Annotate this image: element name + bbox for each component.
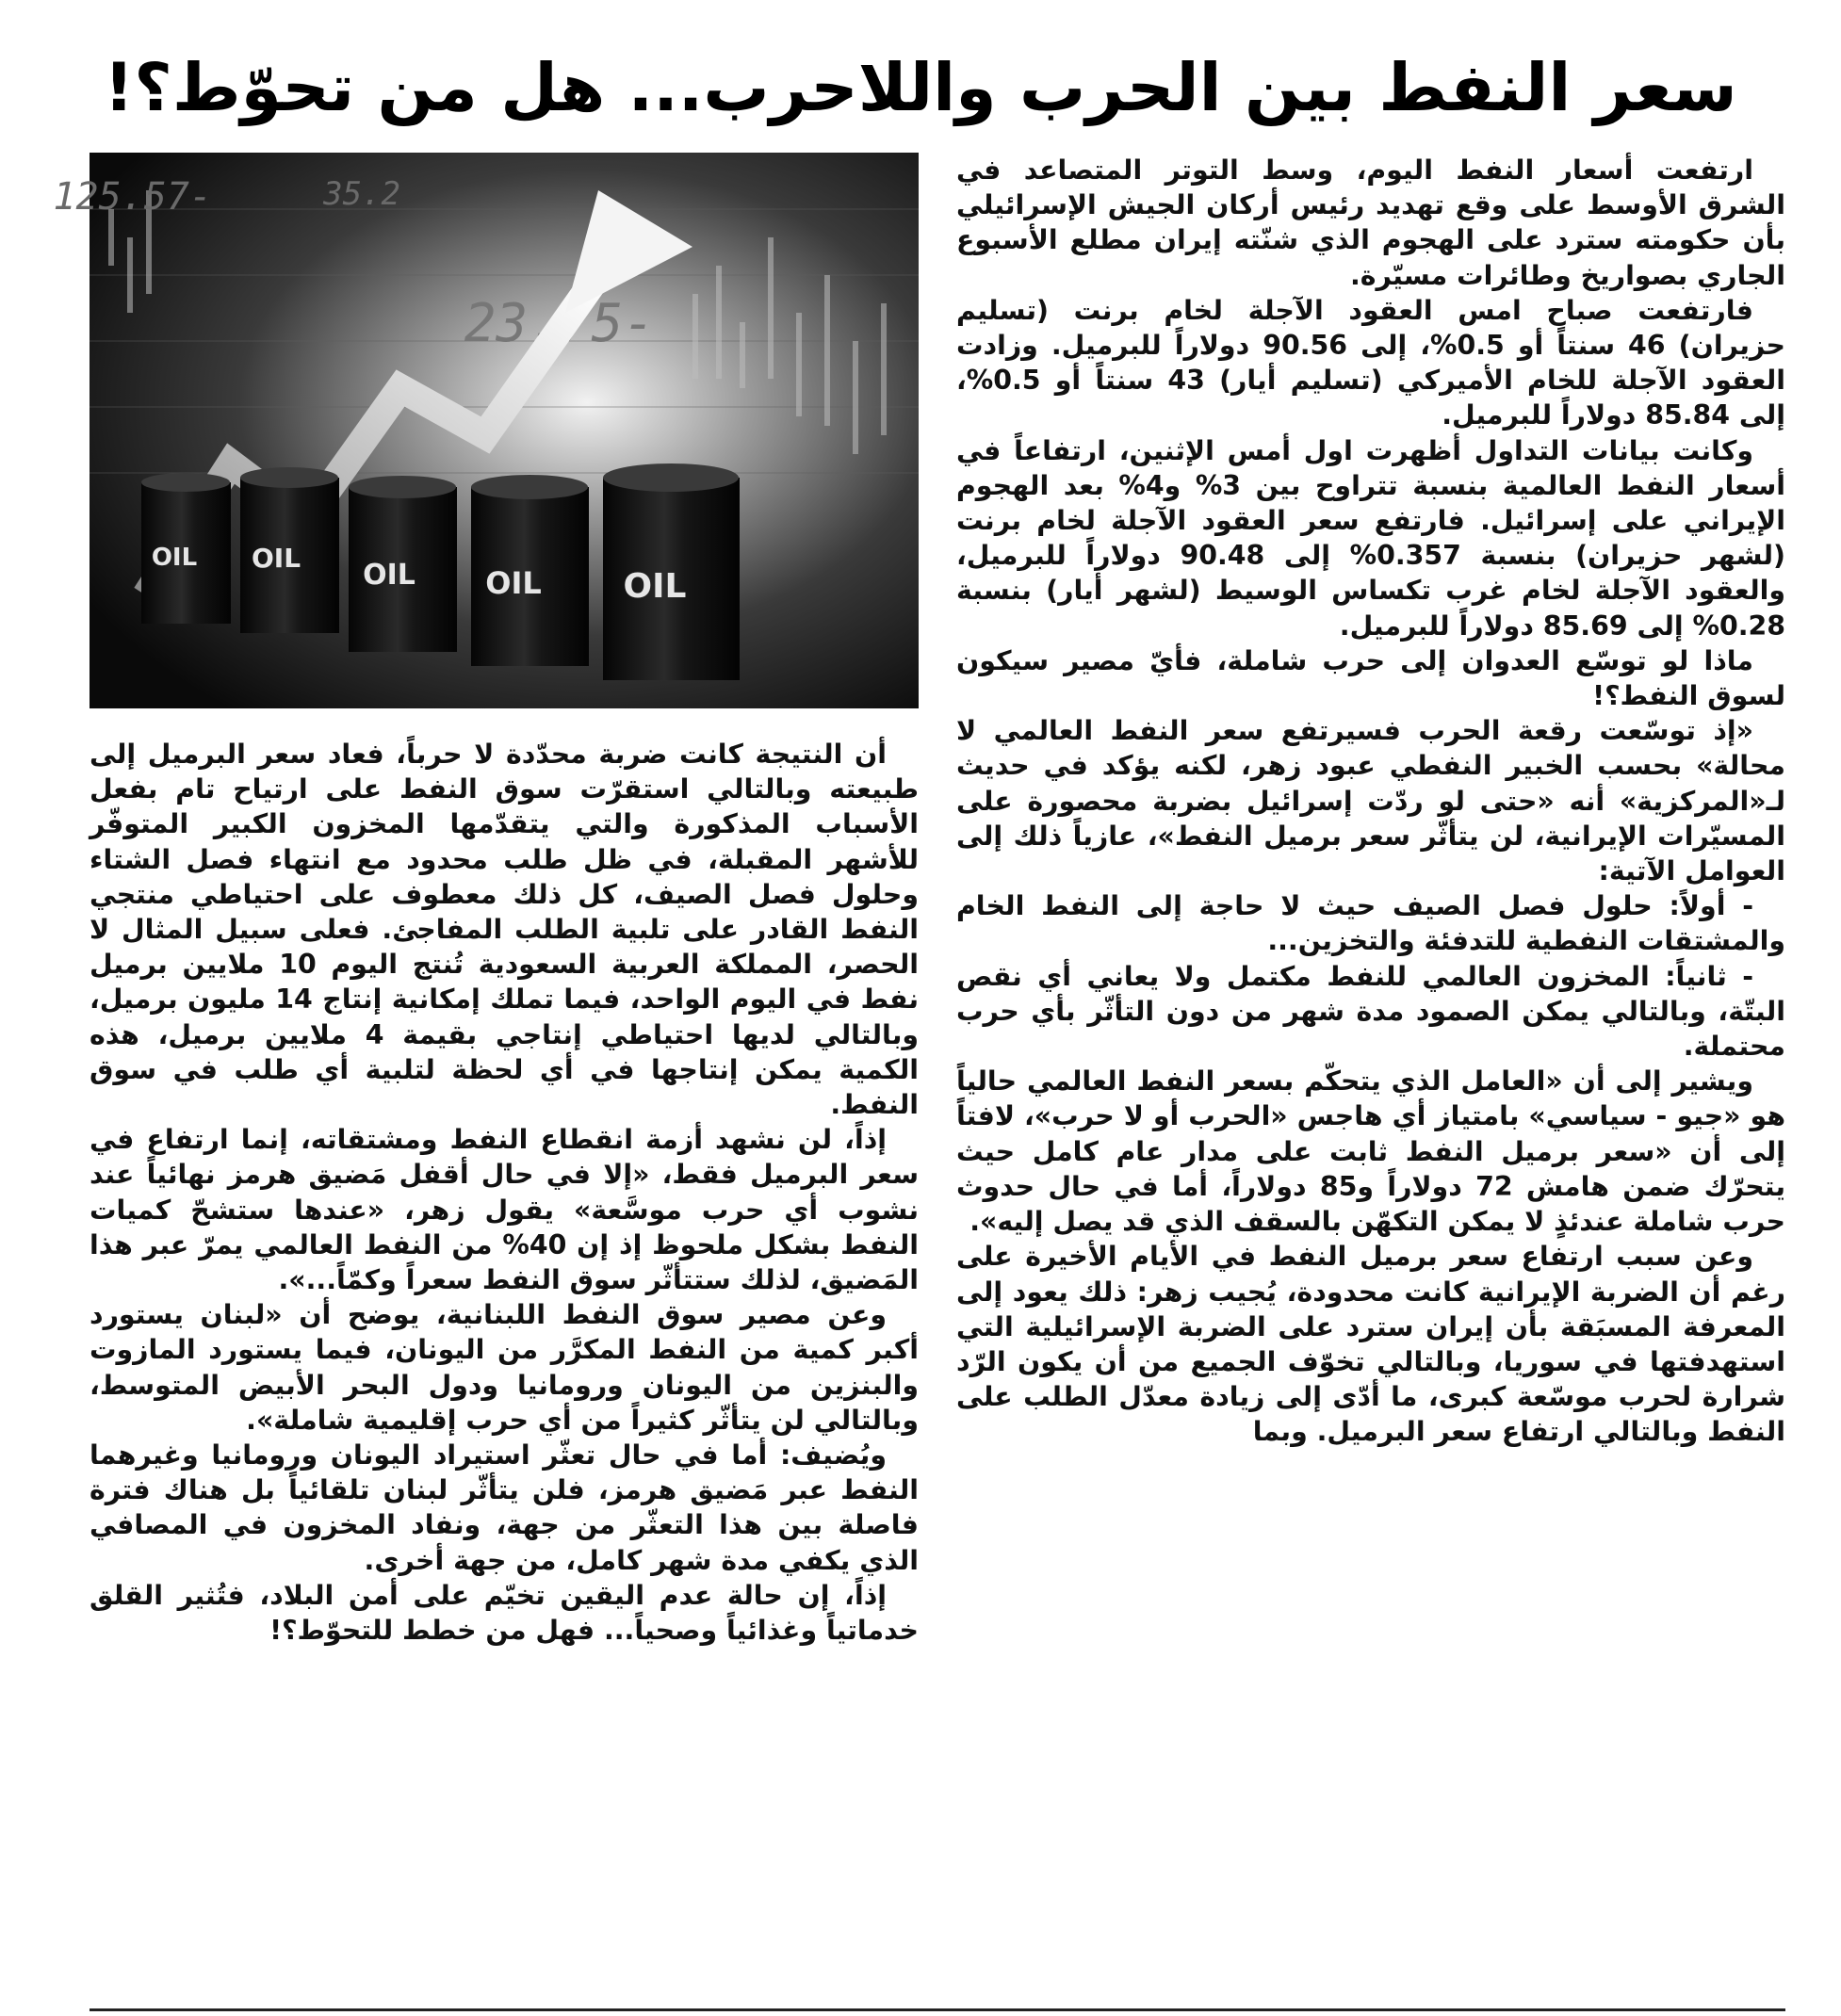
barrel-label: OIL bbox=[151, 544, 198, 572]
article-paragraph: ارتفعت أسعار النفط اليوم، وسط التوتر المتصاعد في الشرق الأوسط على وقع تهديد رئيس أركان الجيش الإسرائيلي بأن حكومته سترد على الهجوم الذي شنّته إيران مطلع الأسبوع الجاري بصواريخ وطائرات مسيّرة. bbox=[956, 154, 1785, 291]
oil-barrels-photo bbox=[53, 153, 919, 708]
ticker-value-2: 35.2 bbox=[323, 175, 400, 213]
article-paragraph: - ثانياً: المخزون العالمي للنفط مكتمل ولا يعاني أي نقص البتّة، وبالتالي يمكن الصمود مدة شهر من دون التأثّر بأي حرب محتملة. bbox=[956, 960, 1785, 1063]
article-paragraph: ويشير إلى أن «العامل الذي يتحكّم بسعر النفط العالمي حالياً هو «جيو - سياسي» بامتياز أي هاجس «الحرب أو لا حرب»، لافتاً إلى أن «سعر برميل النفط ثابت على مدار عام كامل حيث يتحرّك ضمن هامش 72 دولاراً و85 دولاراً، أما في حال حدوث حرب شاملة عندئذٍ لا يمكن التكهّن بالسقف الذي قد يصل إليه». bbox=[956, 1065, 1785, 1238]
article-paragraph: إذاً، إن حالة عدم اليقين تخيّم على أمن البلاد، فتُثير القلق خدماتياً وغذائياً وصحياً... فهل من خطط للتحوّط؟! bbox=[90, 1579, 919, 1647]
bottom-rule bbox=[90, 2008, 1785, 2011]
oil-barrel bbox=[603, 463, 740, 680]
barrel-label: OIL bbox=[251, 543, 301, 574]
photo-illustration bbox=[53, 153, 919, 708]
article-paragraph: وعن مصير سوق النفط اللبنانية، يوضح أن «لبنان يستورد أكبر كمية من النفط المكرَّر من اليونان، فيما يستورد المازوت والبنزين من اليونان ورومانيا ودول البحر الأبيض المتوسط، وبالتالي لن يتأثّر كثيراً من أي حرب إقليمية شاملة». bbox=[90, 1299, 919, 1436]
oil-barrel bbox=[240, 467, 339, 633]
ticker-value-1: -125.57 bbox=[53, 175, 212, 219]
oil-barrel bbox=[141, 473, 231, 624]
article-paragraph: ويُضيف: أما في حال تعثّر استيراد اليونان ورومانيا وغيرهما النفط عبر مَضيق هرمز، فلن يتأثّر لبنان تلقائياً بل هناك فترة فاصلة بين هذا التعثّر من جهة، ونفاد المخزون في المصافي الذي يكفي مدة شهر كامل، من جهة أخرى. bbox=[90, 1439, 919, 1576]
oil-barrel bbox=[471, 475, 589, 666]
article-paragraph: وعن سبب ارتفاع سعر برميل النفط في الأيام الأخيرة على رغم أن الضربة الإيرانية كانت محدودة، يُجيب زهر: ذلك يعود إلى المعرفة المسبَقة بأن إيران سترد على الضربة الإسرائيلية التي استهدفتها في سوريا، وبالتالي تخوّف الجميع من أن يكون الرّد شرارة لحرب موسّعة كبرى، ما أدّى إلى زيادة معدّل الطلب على النفط وبالتالي ارتفاع سعر البرميل. وبما bbox=[956, 1241, 1785, 1448]
article-paragraph: فارتفعت صباح امس العقود الآجلة لخام برنت (تسليم حزيران) 46 سنتاً أو 0.5%، إلى 90.56 دولاراً للبرميل. وزادت العقود الآجلة للخام الأميركي (تسليم أيار) 43 سنتاً أو 0.5%، إلى 85.84 دولاراً للبرميل. bbox=[956, 294, 1785, 431]
article-column-right bbox=[956, 153, 1785, 1999]
barrel-label: OIL bbox=[485, 565, 542, 601]
article-column-left bbox=[90, 737, 919, 1999]
ticker-value-3: -23.75 bbox=[464, 293, 655, 354]
article-paragraph: وكانت بيانات التداول أظهرت اول أمس الإثنين، ارتفاعاً في أسعار النفط العالمية بنسبة تتراوح بين 3% و4% بعد الهجوم الإيراني على إسرائيل. فارتفع سعر العقود الآجلة لخام برنت (لشهر حزيران) بنسبة 0.357% إلى 90.48 دولاراً للبرميل، والعقود الآجلة لخام غرب تكساس الوسيط (لشهر أيار) بنسبة 0.28% إلى 85.69 دولاراً للبرميل. bbox=[956, 434, 1785, 642]
barrel-label: OIL bbox=[623, 567, 687, 606]
article-paragraph: ماذا لو توسّع العدوان إلى حرب شاملة، فأيّ مصير سيكون لسوق النفط؟! bbox=[956, 644, 1785, 712]
oil-barrel bbox=[349, 476, 457, 652]
barrel-label: OIL bbox=[363, 559, 415, 592]
article-paragraph: «إذ توسّعت رقعة الحرب فسيرتفع سعر النفط العالمي لا محالة» بحسب الخبير النفطي عبود زهر، لكنه يؤكد في حديث لـ«المركزية» أنه «حتى لو ردّت إسرائيل بضربة محصورة على المسيّرات الإيرانية، لن يتأثّر سعر برميل النفط»، عازياً ذلك إلى العوامل الآتية: bbox=[956, 715, 1785, 887]
article-paragraph: إذاً، لن نشهد أزمة انقطاع النفط ومشتقاته، إنما ارتفاع في سعر البرميل فقط، «إلا في حال أقفل مَضيق هرمز نهائياً عند نشوب أي حرب موسَّعة» يقول زهر، «عندها ستشحّ كميات النفط بشكل ملحوظ إذ إن 40% من النفط العالمي يمرّ عبر هذا المَضيق، لذلك ستتأثّر سوق النفط سعراً وكمّاً...». bbox=[90, 1124, 919, 1296]
article-headline: سعر النفط بين الحرب واللاحرب... هل من تحوّط؟! bbox=[104, 49, 1737, 126]
article-paragraph: أن النتيجة كانت ضربة محدّدة لا حرباً، فعاد سعر البرميل إلى طبيعته وبالتالي استقرّت سوق النفط على ارتياح تام بفعل الأسباب المذكورة والتي يتقدّمها المخزون الكبير المتوفّر للأشهر المقبلة، في ظل طلب محدود مع انتهاء فصل الشتاء وحلول فصل الصيف، كل ذلك معطوف على احتياطي منتجي النفط القادر على تلبية الطلب المفاجئ. فعلى سبيل المثال لا الحصر، المملكة العربية السعودية تُنتج اليوم 10 ملايين برميل نفط في اليوم الواحد، فيما تملك إمكانية إنتاج 14 مليون برميل، وبالتالي لديها احتياطي إنتاجي بقيمة 4 ملايين برميل، هذه الكمية يمكن إنتاجها في أي لحظة لتلبية أي طلب في سوق النفط. bbox=[90, 739, 920, 1121]
article-paragraph: - أولاً: حلول فصل الصيف حيث لا حاجة إلى النفط الخام والمشتقات النفطية للتدفئة والتخزين... bbox=[956, 890, 1785, 957]
